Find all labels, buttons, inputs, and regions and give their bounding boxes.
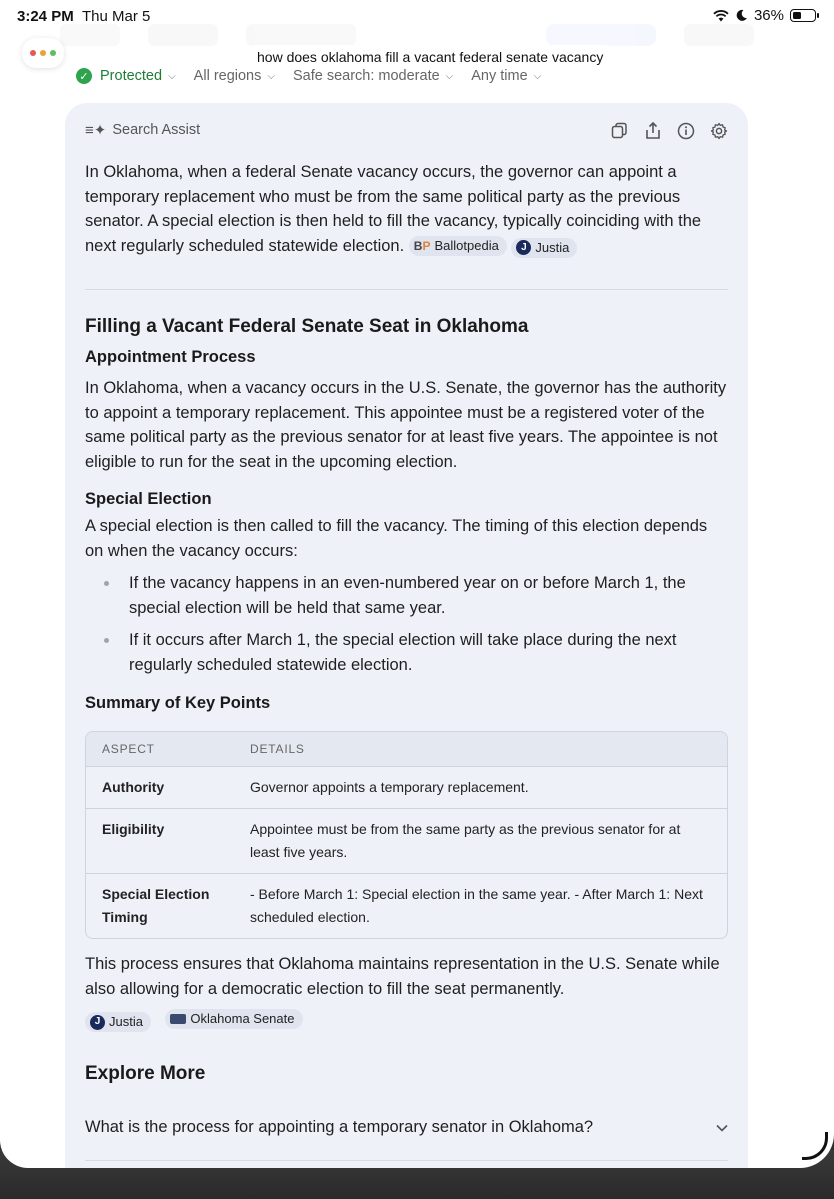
list-item: If the vacancy happens in an even-numbered year on or before March 1, the special election will be held that same year. (85, 571, 728, 620)
checkmark-icon: ✓ (76, 68, 92, 84)
appointment-paragraph: In Oklahoma, when a vacancy occurs in the U.S. Senate, the governor has the authority to appoint a temporary replacement. This appointee must be a registered voter of the same political party as the previous senator for at least five years. The appointee is not eligible to run for the seat in the upcoming election. (85, 379, 727, 471)
header-actions (610, 121, 728, 140)
answer-heading: Filling a Vacant Federal Senate Seat in Oklahoma (85, 316, 529, 337)
share-icon[interactable] (643, 121, 662, 140)
status-indicators (713, 7, 816, 24)
time-label: Any time (471, 68, 528, 84)
status-time: 3:24 PM (17, 8, 74, 25)
time-filter[interactable] (471, 68, 541, 84)
copy-icon[interactable] (610, 121, 629, 140)
table-row (86, 808, 727, 873)
sparkle-list-icon: ≡✦ (85, 122, 107, 139)
source-chip-justia[interactable] (511, 238, 577, 258)
details-cell: Appointee must be from the same party as the previous senator for at least five years. (234, 808, 727, 873)
gear-icon[interactable] (709, 121, 728, 140)
search-assist-header (85, 121, 728, 143)
list-item: If it occurs after March 1, the special election will take place during the next regularly scheduled statewide election. (85, 628, 728, 677)
ballotpedia-logo-icon: BP (413, 238, 431, 253)
summary-block (85, 160, 728, 258)
safe-search-filter[interactable] (293, 68, 453, 84)
justia-logo-icon: J (90, 1015, 105, 1030)
column-header: DETAILS (234, 732, 727, 767)
source-label: Ballotpedia (434, 237, 499, 253)
chevron-down-icon: ⌵ (168, 70, 176, 82)
closing-paragraph: This process ensures that Oklahoma maintains representation in the U.S. Senate while also allowing for a democratic election to fill the seat permanently. (85, 955, 720, 998)
chevron-down-icon: ⌵ (267, 70, 275, 82)
column-header: ASPECT (86, 732, 234, 767)
summary-paragraph (85, 160, 728, 258)
explore-divider (85, 1160, 728, 1161)
address-bar[interactable] (245, 45, 615, 69)
key-points-table-wrap (85, 731, 728, 939)
details-cell: Governor appoints a temporary replacement. (250, 779, 529, 795)
region-label: All regions (193, 68, 262, 84)
window-menu-button[interactable] (22, 38, 64, 68)
source-label: Justia (535, 239, 570, 255)
table-header-row (86, 732, 727, 767)
chevron-down-icon: ⌵ (533, 70, 542, 82)
search-assist-card (65, 103, 748, 1168)
search-assist-label: Search Assist (112, 122, 201, 138)
justia-logo-icon: J (516, 240, 531, 255)
bottom-sources (85, 1009, 728, 1032)
search-query: how does oklahoma fill a vacant federal senate vacancy (257, 49, 604, 65)
key-points-table (85, 731, 728, 939)
aspect-cell: Special Election Timing (86, 873, 234, 938)
protected-filter[interactable] (76, 68, 176, 84)
timing-bullet-list (85, 571, 728, 677)
chevron-down-icon (716, 1120, 728, 1135)
menu-dot-icon (30, 50, 36, 56)
explore-heading: Explore More (85, 1063, 206, 1084)
wifi-icon (713, 10, 729, 22)
source-chip-ballotpedia[interactable] (409, 236, 507, 256)
moon-icon (735, 9, 748, 22)
special-election-paragraph: A special election is then called to fill the vacancy. The timing of this election depends on when the vacancy occurs: (85, 517, 708, 560)
summary-heading: Summary of Key Points (85, 694, 271, 712)
source-chip-justia[interactable] (85, 1012, 151, 1032)
info-icon[interactable] (676, 121, 695, 140)
oklahoma-senate-logo-icon (170, 1014, 186, 1024)
menu-dot-icon (50, 50, 56, 56)
source-label: Oklahoma Senate (190, 1011, 295, 1026)
explore-item[interactable] (85, 1118, 728, 1137)
details-cell: - Before March 1: Special election in the same year. - After March 1: Next scheduled election. (234, 873, 727, 938)
menu-dot-icon (40, 50, 46, 56)
faded-toolbar (60, 24, 754, 46)
special-election-heading: Special Election (85, 490, 212, 508)
region-filter[interactable] (194, 68, 275, 84)
section-divider (85, 289, 728, 290)
battery-icon (790, 9, 816, 22)
source-chip-oklahoma-senate[interactable] (165, 1009, 302, 1029)
status-date: Thu Mar 5 (82, 8, 151, 25)
search-filters (76, 68, 559, 84)
aspect-cell: Eligibility (86, 808, 234, 873)
source-label: Justia (109, 1014, 143, 1029)
table-row (86, 873, 727, 938)
protected-label: Protected (100, 68, 163, 84)
summary-text: In Oklahoma, when a federal Senate vacancy occurs, the governor can appoint a temporary replacement who must be from the same political party as the previous senator. A special election is then held to fill the vacancy, typically coinciding with the next regularly scheduled statewide election. (85, 163, 702, 255)
safe-search-label: Safe search: moderate (292, 68, 440, 84)
appointment-heading: Appointment Process (85, 348, 256, 366)
battery-percent: 36% (753, 7, 784, 24)
aspect-cell: Authority (102, 779, 165, 795)
table-row (86, 767, 727, 808)
explore-question: What is the process for appointing a temporary senator in Oklahoma? (85, 1118, 594, 1136)
chevron-down-icon: ⌵ (445, 70, 454, 82)
